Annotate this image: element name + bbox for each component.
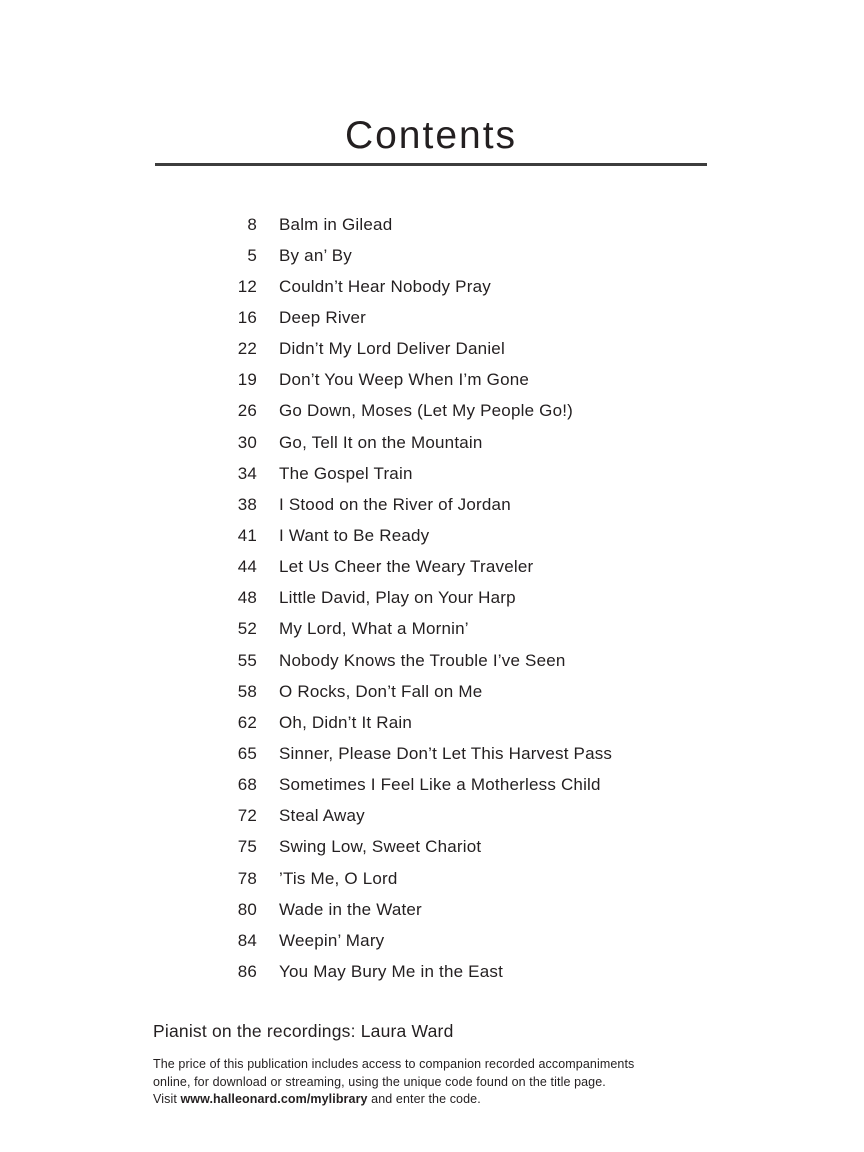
toc-entry (0, 458, 612, 489)
toc-entry (0, 801, 612, 832)
purchase-note-line1: The price of this publication includes access to companion recorded accompaniments (153, 1057, 635, 1071)
toc-page-number: 62 (237, 712, 257, 732)
title-rule (155, 163, 707, 166)
toc-song-title: ’Tis Me, O Lord (279, 868, 398, 888)
toc-entry (0, 240, 612, 271)
toc-page-number: 80 (237, 899, 257, 919)
toc-song-title: Couldn’t Hear Nobody Pray (279, 276, 491, 296)
toc-entry (0, 614, 612, 645)
toc-entry (0, 396, 612, 427)
toc-entry (0, 334, 612, 365)
toc-song-title: Let Us Cheer the Weary Traveler (279, 557, 534, 577)
toc-entry (0, 956, 612, 987)
toc-entry (0, 894, 612, 925)
toc-page-number: 86 (237, 961, 257, 981)
toc-song-title: Deep River (279, 307, 367, 327)
toc-entry (0, 770, 612, 801)
toc-song-title: Steal Away (279, 806, 365, 826)
toc-page-number: 55 (237, 650, 257, 670)
toc-song-title: Weepin’ Mary (279, 930, 385, 950)
toc-page-number: 34 (237, 463, 257, 483)
purchase-note (153, 1056, 634, 1109)
toc-entry (0, 552, 612, 583)
toc-entry (0, 738, 612, 769)
toc-song-title: I Stood on the River of Jordan (279, 494, 511, 514)
toc-song-title: My Lord, What a Mornin’ (279, 619, 469, 639)
toc-entry (0, 925, 612, 956)
toc-page-number: 26 (237, 401, 257, 421)
toc-page-number: 41 (237, 525, 257, 545)
toc-page-number: 84 (237, 930, 257, 950)
purchase-note-line3-suffix: and enter the code. (367, 1092, 481, 1106)
toc-page-number: 5 (247, 245, 257, 265)
toc-page-number: 30 (237, 432, 257, 452)
toc-entry (0, 832, 612, 863)
toc-page-number: 8 (247, 214, 257, 234)
purchase-note-line2: online, for download or streaming, using the unique code found on the title page. (153, 1074, 606, 1089)
toc-song-title: Didn’t My Lord Deliver Daniel (279, 339, 505, 359)
toc-song-title: Go Down, Moses (Let My People Go!) (279, 401, 574, 421)
toc-entry (0, 583, 612, 614)
toc-song-title: Balm in Gilead (279, 214, 393, 234)
toc-song-title: Swing Low, Sweet Chariot (279, 837, 482, 857)
toc-list (0, 209, 612, 988)
toc-entry (0, 863, 612, 894)
toc-song-title: O Rocks, Don’t Fall on Me (279, 681, 483, 701)
toc-page-number: 16 (237, 307, 257, 327)
toc-song-title: I Want to Be Ready (279, 525, 430, 545)
toc-page-number: 72 (237, 806, 257, 826)
toc-song-title: Sometimes I Feel Like a Motherless Child (279, 775, 601, 795)
toc-song-title: By an’ By (279, 245, 352, 265)
toc-song-title: Sinner, Please Don’t Let This Harvest Pass (279, 743, 613, 763)
toc-page-number: 48 (237, 588, 257, 608)
toc-entry (0, 209, 612, 240)
toc-song-title: Little David, Play on Your Harp (279, 588, 516, 608)
toc-song-title: Nobody Knows the Trouble I’ve Seen (279, 650, 566, 670)
toc-page-number: 65 (237, 743, 257, 763)
toc-entry (0, 520, 612, 551)
mylibrary-url: www.halleonard.com/mylibrary (180, 1092, 368, 1106)
toc-page-number: 75 (237, 837, 257, 857)
toc-page-number: 58 (237, 681, 257, 701)
toc-page-number: 68 (237, 775, 257, 795)
toc-entry (0, 707, 612, 738)
toc-entry (0, 365, 612, 396)
toc-song-title: Go, Tell It on the Mountain (279, 432, 483, 452)
toc-page-number: 38 (237, 494, 257, 514)
toc-page-number: 44 (237, 557, 257, 577)
toc-page-number: 19 (237, 370, 257, 390)
toc-song-title: The Gospel Train (279, 463, 413, 483)
toc-page-number: 22 (237, 339, 257, 359)
toc-entry (0, 302, 612, 333)
toc-song-title: You May Bury Me in the East (279, 961, 503, 981)
toc-song-title: Oh, Didn’t It Rain (279, 712, 413, 732)
toc-page-number: 12 (237, 276, 257, 296)
toc-entry (0, 489, 612, 520)
toc-entry (0, 271, 612, 302)
toc-song-title: Don’t You Weep When I’m Gone (279, 370, 530, 390)
toc-page-number: 78 (237, 868, 257, 888)
toc-page-number: 52 (237, 619, 257, 639)
page-title: Contents (344, 114, 518, 157)
toc-entry (0, 645, 612, 676)
pianist-credit: Pianist on the recordings: Laura Ward (153, 1021, 454, 1041)
toc-entry (0, 676, 612, 707)
toc-song-title: Wade in the Water (279, 899, 422, 919)
purchase-note-line3-prefix: Visit (153, 1092, 181, 1106)
toc-entry (0, 427, 612, 458)
